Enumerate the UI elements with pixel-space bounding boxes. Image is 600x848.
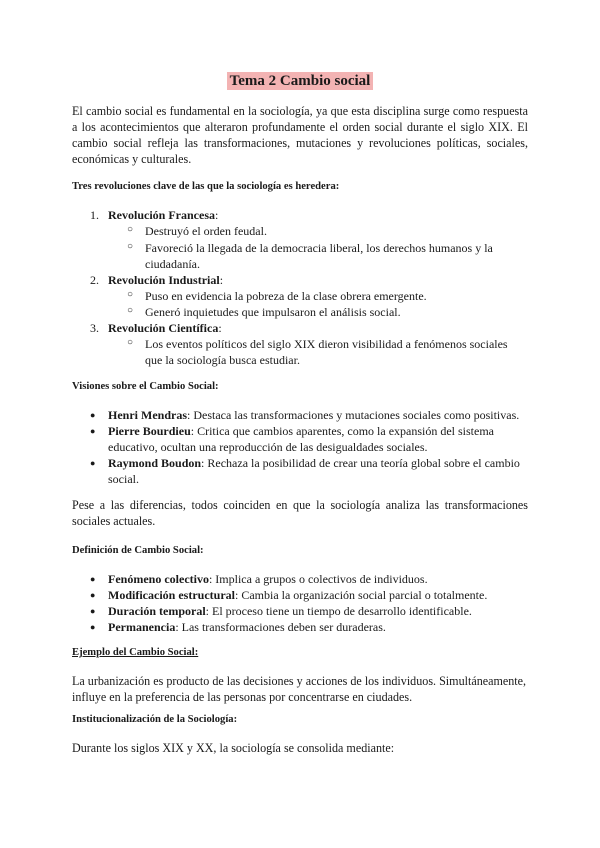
separator: : [218, 321, 222, 335]
bullet-icon: ● [90, 574, 96, 584]
definition-text: : Implica a grupos o colectivos de individuos. [208, 572, 428, 586]
sub-item: Puso en evidencia la pobreza de la clase obrera emergente. [145, 289, 427, 303]
separator: : [219, 273, 224, 287]
definition-text: : Cambia la organización social parcial o totalmente. [234, 588, 488, 602]
sub-item: Los eventos políticos del siglo XIX dieron visibilidad a fenómenos sociales que la sociología busca estudiar. [145, 337, 508, 367]
example-paragraph: La urbanización es producto de las decisiones y acciones de los individuos. Simultáneamente, influye en la preferencia de las personas por concentrarse en ciudades. [72, 674, 527, 704]
circle-bullet-icon: ○ [127, 305, 134, 316]
revolutions-heading: Tres revoluciones clave de las que la sociología es heredera: [72, 181, 340, 192]
author-name: Raymond Boudon [108, 456, 202, 470]
revolution-name: Revolución Industrial [108, 273, 220, 287]
separator: : [215, 208, 219, 222]
circle-bullet-icon: ○ [127, 337, 134, 348]
definition-item-2 [108, 587, 528, 603]
page-title-wrap [0, 72, 600, 90]
revolution-item-3 [90, 320, 99, 336]
sub-item: Favoreció la llegada de la democracia liberal, los derechos humanos y la ciudadanía. [145, 241, 493, 271]
vision-item-1 [108, 407, 528, 423]
circle-bullet-icon: ○ [127, 241, 134, 252]
bullet-icon: ● [90, 410, 96, 420]
list-number: 1. [90, 208, 99, 222]
bullet-icon: ● [90, 590, 96, 600]
list-number: 2. [90, 273, 99, 287]
sub-item: Generó inquietudes que impulsaron el análisis social. [145, 305, 401, 319]
definition-text: : El proceso tiene un tiempo de desarrollo identificable. [205, 604, 472, 618]
bullet-icon: ● [90, 426, 96, 436]
definition-heading: Definición de Cambio Social: [72, 545, 204, 556]
bullet-icon: ● [90, 622, 96, 632]
institutionalization-heading: Institucionalización de la Sociología: [72, 714, 238, 725]
revolution-title-3 [108, 320, 222, 336]
bullet-icon: ● [90, 606, 96, 616]
revolution-name: Revolución Científica [108, 321, 219, 335]
vision-text: : Critica que cambios aparentes, como la expansión del sistema educativo, ocultan una reproducción de las desigualdades sociales. [108, 424, 495, 454]
list-number: 3. [90, 321, 99, 335]
vision-item-2 [108, 423, 518, 455]
definition-term: Permanencia [108, 620, 176, 634]
definition-term: Modificación estructural [108, 588, 235, 602]
definition-text: : Las transformaciones deben ser duraderas. [175, 620, 386, 634]
revolution-title-1 [108, 207, 218, 223]
pese-paragraph: Pese a las diferencias, todos coinciden en que la sociología analiza las transformaciones sociales actuales. [72, 498, 528, 528]
page-title: Tema 2 Cambio social [227, 72, 374, 90]
vision-item-3 [108, 455, 528, 487]
sub-item: Destruyó el orden feudal. [145, 224, 267, 238]
author-name: Pierre Bourdieu [108, 424, 191, 438]
circle-bullet-icon: ○ [127, 224, 134, 235]
example-heading: Ejemplo del Cambio Social: [72, 647, 199, 658]
bullet-icon: ● [90, 458, 96, 468]
revolution-name: Revolución Francesa [108, 208, 215, 222]
revolution-item-1 [90, 207, 99, 223]
visions-heading: Visiones sobre el Cambio Social: [72, 381, 219, 392]
revolution-title-2 [108, 272, 223, 288]
vision-text: : Destaca las transformaciones y mutaciones sociales como positivas. [187, 408, 520, 422]
definition-item-1 [108, 571, 528, 587]
circle-bullet-icon: ○ [127, 289, 134, 300]
author-name: Henri Mendras [108, 408, 187, 422]
revolution-item-2 [90, 272, 99, 288]
definition-item-4 [108, 619, 528, 635]
vision-text: : Rechaza la posibilidad de crear una teoría global sobre el cambio social. [108, 456, 520, 486]
definition-term: Fenómeno colectivo [108, 572, 209, 586]
definition-term: Duración temporal [108, 604, 206, 618]
definition-item-3 [108, 603, 528, 619]
institutionalization-text: Durante los siglos XIX y XX, la sociología se consolida mediante: [72, 741, 395, 755]
intro-paragraph: El cambio social es fundamental en la sociología, ya que esta disciplina surge como respuesta a los acontecimientos que alteraron profundamente el orden social durante el siglo XIX. El cambio social refleja las transformaciones, mutaciones y revoluciones políticas, sociales, económicas y culturales. [72, 104, 528, 166]
